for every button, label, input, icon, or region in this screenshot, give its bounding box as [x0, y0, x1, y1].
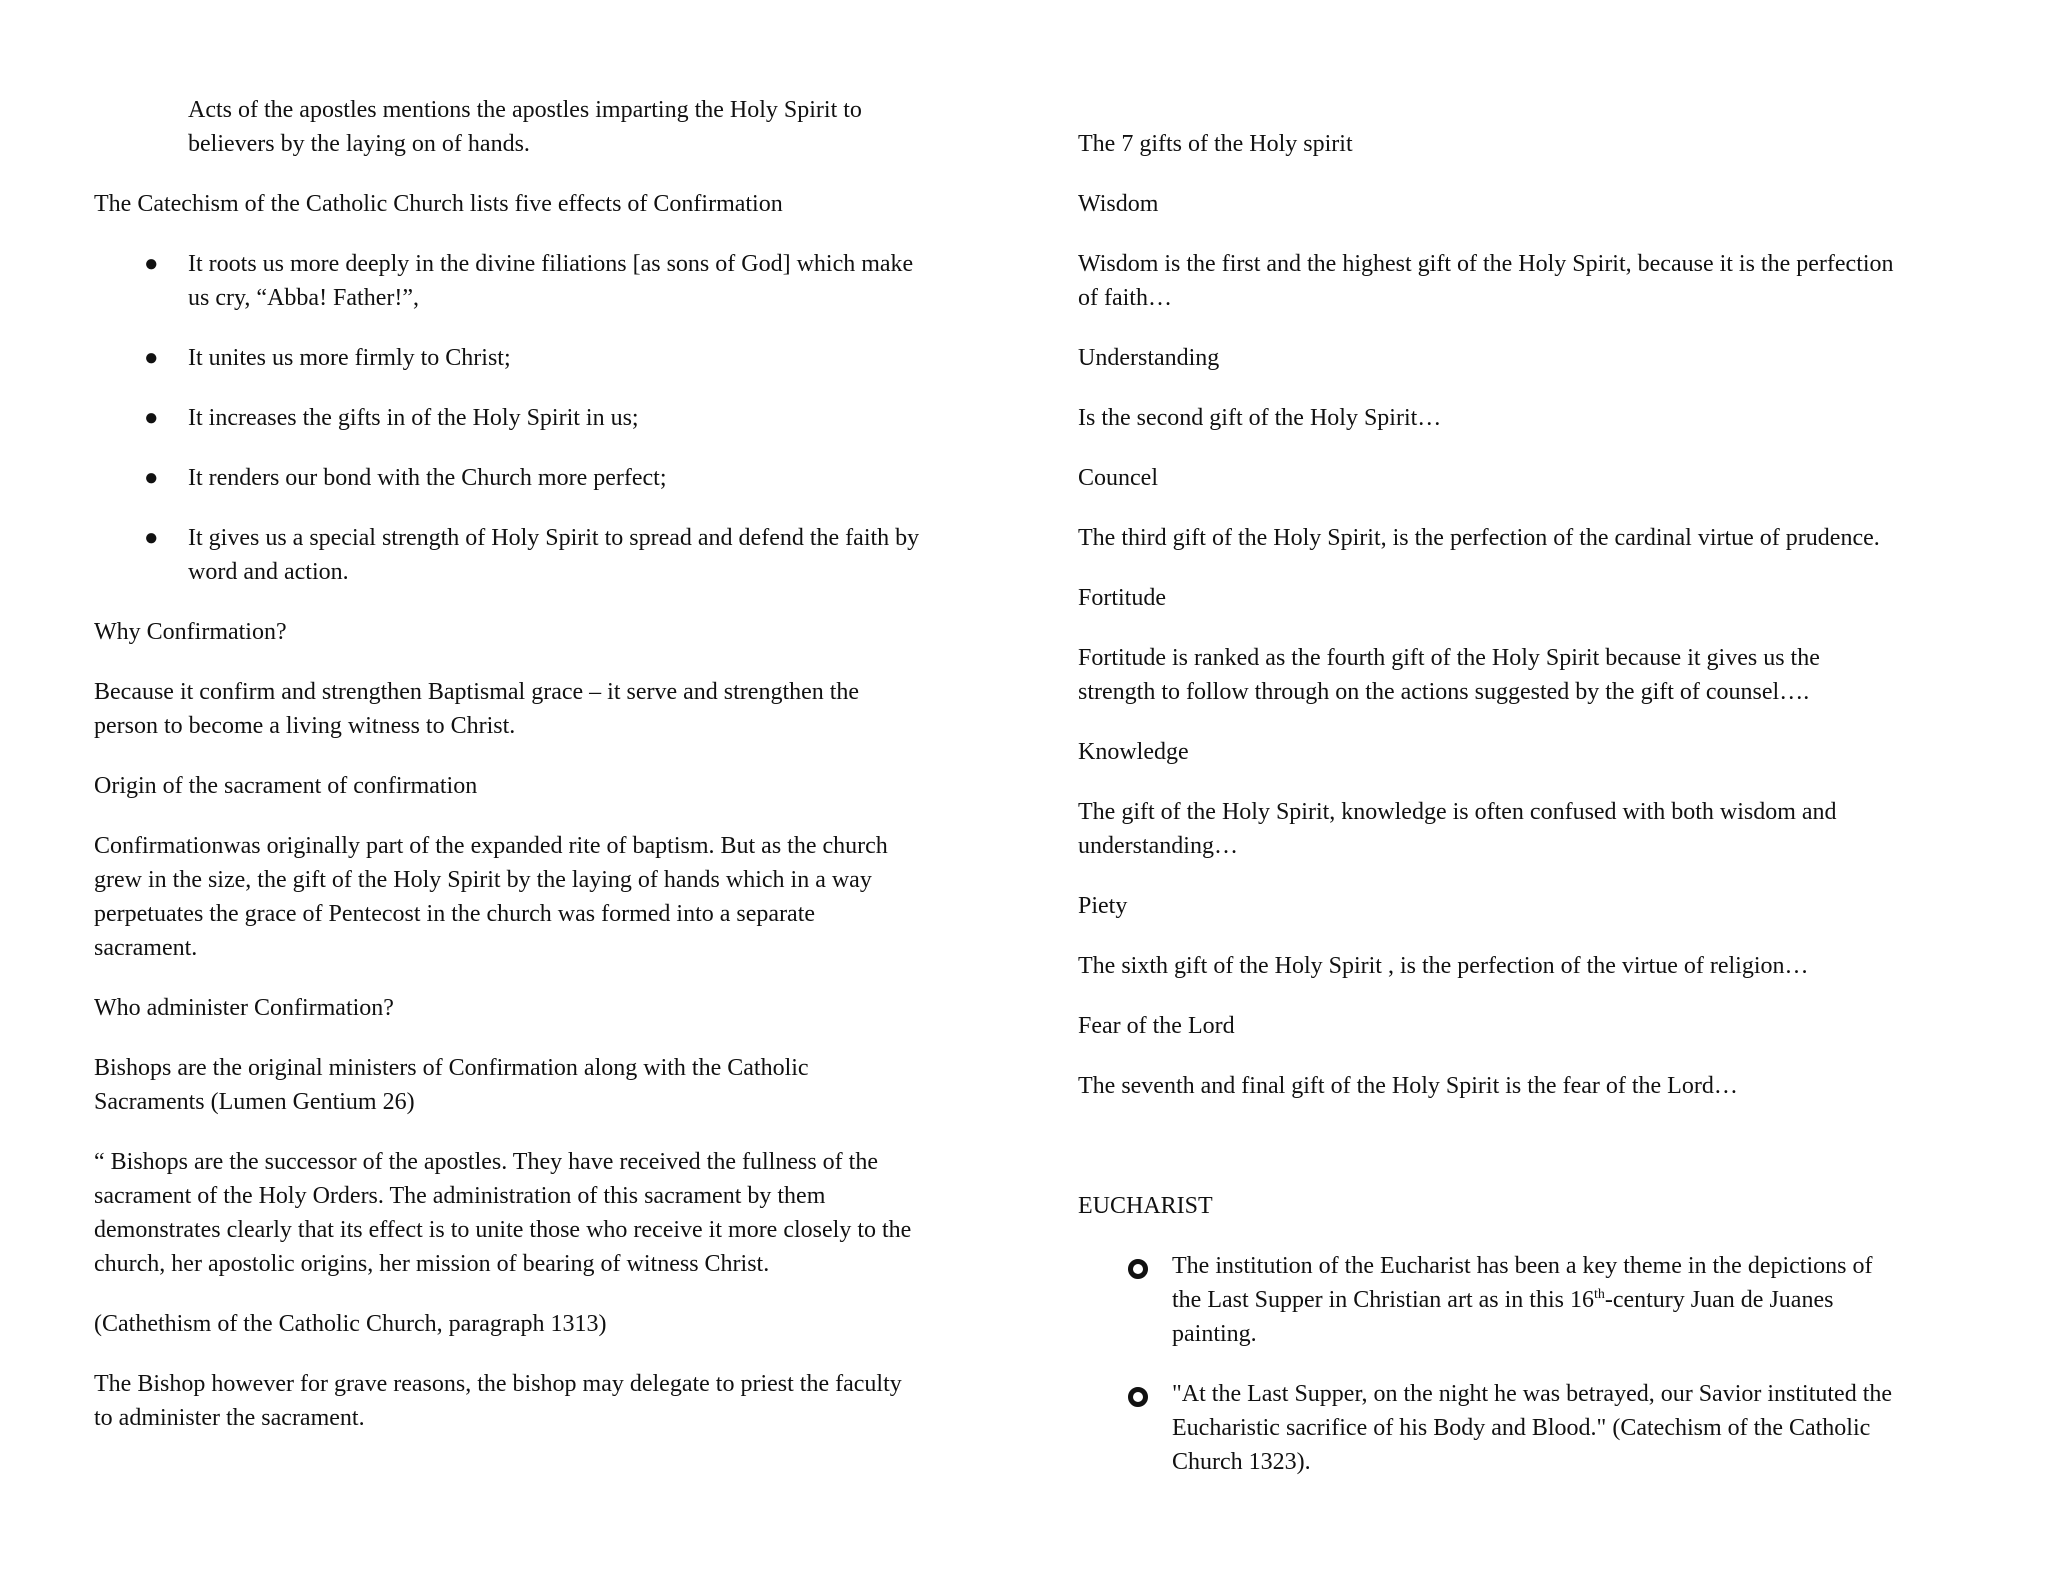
- eucharist-item-1-line-1: The institution of the Eucharist has been a key theme in the depictions of: [1172, 1253, 1873, 1279]
- intro-line-2: believers by the laying on of hands.: [188, 131, 530, 157]
- eucharist-item-1-line-2: [1172, 1283, 1833, 1317]
- catechism-heading: The Catechism of the Catholic Church lists five effects of Confirmation: [94, 191, 783, 217]
- delegate-text-line-2: to administer the sacrament.: [94, 1405, 365, 1431]
- gift-fear-line-1: The seventh and final gift of the Holy Spirit is the fear of the Lord…: [1078, 1073, 1738, 1099]
- gift-piety-line-1: The sixth gift of the Holy Spirit , is the perfection of the virtue of religion…: [1078, 953, 1809, 979]
- effect-1-line-2: us cry, “Abba! Father!”,: [188, 285, 420, 311]
- gift-name-piety: Piety: [1078, 893, 1128, 919]
- gifts-heading: The 7 gifts of the Holy spirit: [1078, 131, 1353, 157]
- citation: (Cathethism of the Catholic Church, paragraph 1313): [94, 1311, 607, 1337]
- eucharist-item-2-line-1: "At the Last Supper, on the night he was betrayed, our Savior instituted the: [1172, 1381, 1893, 1407]
- quote-line-3: demonstrates clearly that its effect is to unite those who receive it more closely to the: [94, 1217, 912, 1243]
- quote-line-4: church, her apostolic origins, her mission of bearing of witness Christ.: [94, 1251, 770, 1277]
- delegate-text-line-1: The Bishop however for grave reasons, the bishop may delegate to priest the faculty: [94, 1371, 902, 1397]
- gift-name-understanding: Understanding: [1078, 345, 1220, 371]
- who-heading: Who administer Confirmation?: [94, 995, 394, 1021]
- gift-knowledge-line-2: understanding…: [1078, 833, 1238, 859]
- origin-text-line-2: grew in the size, the gift of the Holy Spirit by the laying of hands which in a way: [94, 867, 872, 893]
- eucharist-item-1-line-2-pre: the Last Supper in Christian art as in this 16: [1172, 1287, 1594, 1313]
- gift-fortitude-line-2: strength to follow through on the actions suggested by the gift of counsel….: [1078, 679, 1810, 705]
- gift-understanding-line-1: Is the second gift of the Holy Spirit…: [1078, 405, 1442, 431]
- origin-text-line-1: Confirmationwas originally part of the expanded rite of baptism. But as the church: [94, 833, 888, 859]
- bullet-icon: ●: [144, 465, 159, 491]
- eucharist-item-2-line-3: Church 1323).: [1172, 1449, 1311, 1475]
- origin-heading: Origin of the sacrament of confirmation: [94, 773, 478, 799]
- gift-councel-line-1: The third gift of the Holy Spirit, is the perfection of the cardinal virtue of prudence.: [1078, 525, 1880, 551]
- effect-5-line-2: word and action.: [188, 559, 349, 585]
- eucharist-heading: EUCHARIST: [1078, 1193, 1213, 1219]
- gift-name-knowledge: Knowledge: [1078, 739, 1189, 765]
- gift-knowledge-line-1: The gift of the Holy Spirit, knowledge is often confused with both wisdom and: [1078, 799, 1837, 825]
- who-text-line-2: Sacraments (Lumen Gentium 26): [94, 1089, 415, 1115]
- effect-3: It increases the gifts in of the Holy Spirit in us;: [188, 405, 639, 431]
- ring-bullet-icon: [1128, 1387, 1148, 1407]
- effect-1-line-1: It roots us more deeply in the divine filiations [as sons of God] which make: [188, 251, 914, 277]
- who-text-line-1: Bishops are the original ministers of Confirmation along with the Catholic: [94, 1055, 809, 1081]
- gift-name-councel: Councel: [1078, 465, 1158, 491]
- effect-2: It unites us more firmly to Christ;: [188, 345, 511, 371]
- gift-name-fortitude: Fortitude: [1078, 585, 1166, 611]
- effect-4: It renders our bond with the Church more perfect;: [188, 465, 667, 491]
- intro-line-1: Acts of the apostles mentions the apostles imparting the Holy Spirit to: [188, 97, 862, 123]
- gift-wisdom-line-1: Wisdom is the first and the highest gift of the Holy Spirit, because it is the perfection: [1078, 251, 1894, 277]
- quote-line-2: sacrament of the Holy Orders. The administration of this sacrament by them: [94, 1183, 826, 1209]
- quote-line-1: “ Bishops are the successor of the apostles. They have received the fullness of the: [94, 1149, 878, 1175]
- why-text-line-1: Because it confirm and strengthen Baptismal grace – it serve and strengthen the: [94, 679, 860, 705]
- bullet-icon: ●: [144, 345, 159, 371]
- ordinal-suffix: th: [1593, 1287, 1605, 1302]
- origin-text-line-3: perpetuates the grace of Pentecost in the church was formed into a separate: [94, 901, 816, 927]
- why-text-line-2: person to become a living witness to Christ.: [94, 713, 516, 739]
- eucharist-item-2-line-2: Eucharistic sacrifice of his Body and Blood." (Catechism of the Catholic: [1172, 1415, 1871, 1441]
- gift-fortitude-line-1: Fortitude is ranked as the fourth gift of the Holy Spirit because it gives us the: [1078, 645, 1820, 671]
- bullet-icon: ●: [144, 405, 159, 431]
- origin-text-line-4: sacrament.: [94, 935, 198, 961]
- effect-5-line-1: It gives us a special strength of Holy Spirit to spread and defend the faith by: [188, 525, 920, 551]
- gift-name-fear-of-the-lord: Fear of the Lord: [1078, 1013, 1235, 1039]
- bullet-icon: ●: [144, 251, 159, 277]
- eucharist-item-1-line-2-post: -century Juan de Juanes: [1604, 1287, 1834, 1313]
- ring-bullet-icon: [1128, 1259, 1148, 1279]
- gift-wisdom-line-2: of faith…: [1078, 285, 1172, 311]
- why-heading: Why Confirmation?: [94, 619, 287, 645]
- bullet-icon: ●: [144, 525, 159, 551]
- eucharist-item-1-line-3: painting.: [1172, 1321, 1257, 1347]
- gift-name-wisdom: Wisdom: [1078, 191, 1159, 217]
